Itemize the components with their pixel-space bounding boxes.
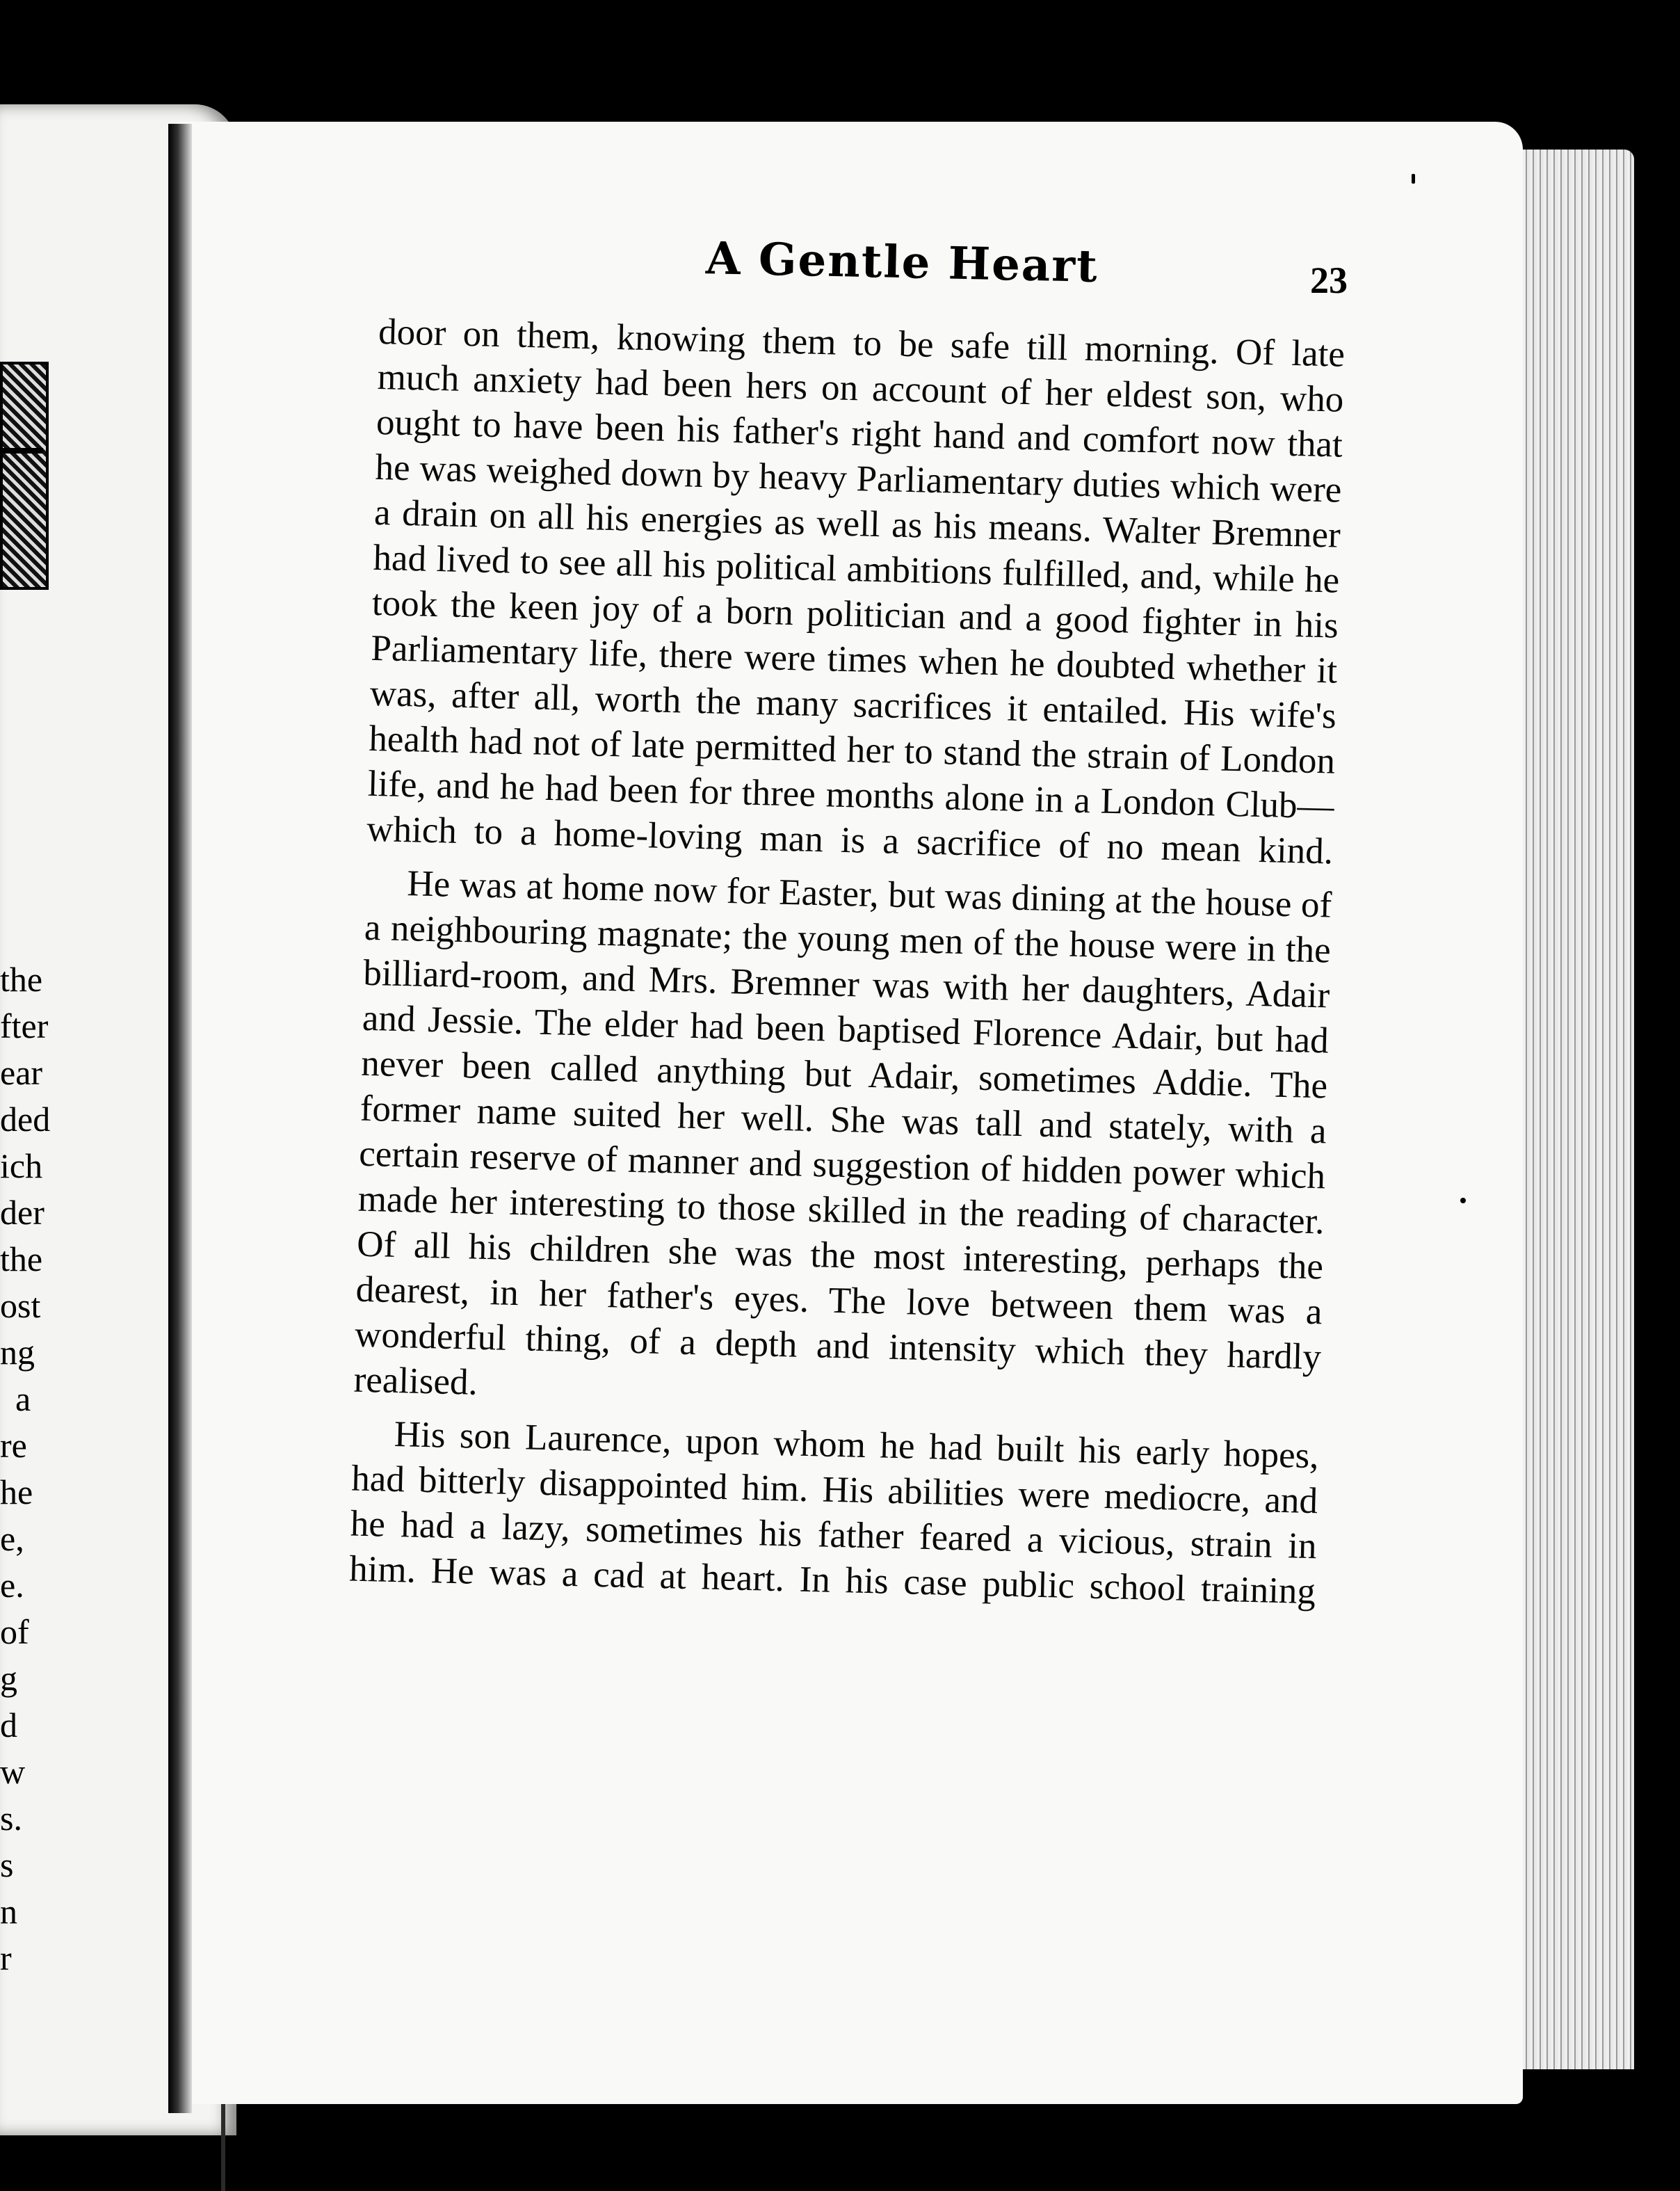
left-fragment: the <box>0 1239 43 1278</box>
left-fragment: g <box>0 1659 17 1698</box>
left-fragment: ear <box>0 1053 43 1092</box>
left-fragment: e. <box>0 1566 24 1605</box>
left-fragment: he <box>0 1472 33 1511</box>
paragraph: door on them, knowing them to be safe till morning. Of late much anxiety had been hers on account of her eldest son, who ought to have been his father's right hand and comfort now that he was weighed down by heavy Parliamentary duties which were a drain on all his energies as well as his means. Walter Bremner had lived to see all his political ambitions fulfilled, and, while he took the keen joy of a born politician and a good fighter in his Parliamentary life, there were times when he doubted whether it was, after all, worth the many sacrifices it entailed. His wife's health had not of late permitted her to stand the strain of London life, and he had been for three months alone in a London Club—which to a home-loving man is a sacrifice of no mean kind. <box>366 311 1346 872</box>
left-fragment: ost <box>0 1286 41 1325</box>
left-fragment: a <box>15 1379 31 1418</box>
left-fragment: w <box>0 1752 26 1791</box>
running-head: A Gentle Heart <box>705 232 1099 293</box>
scan-speck <box>1460 1198 1466 1203</box>
page-number: 23 <box>1310 259 1348 301</box>
paragraph: He was at home now for Easter, but was dining at the house of a neighbouring magnate; the young men of the house were in the billiard-room, and Mrs. Bremner was with her daughters, Adair and Jessie. The elder had been baptised Florence Adair, but had never been called anything but Adair, sometimes Addie. The former name suited her well. She was tall and stately, with a certain reserve of manner and suggestion of hidden power which made her interesting to those skilled in the reading of character. Of all his children she was the most interesting, perhaps the dearest, in her father's eyes. The love between them was a wonderful thing, of a depth and intensity which they hardly realised. <box>353 863 1332 1403</box>
book-gutter <box>168 124 192 2113</box>
left-fragment: s <box>0 1845 14 1884</box>
scan-speck <box>1412 174 1415 184</box>
left-fragment: fter <box>0 1006 49 1045</box>
left-fragment: d <box>0 1706 17 1744</box>
left-fragment: ded <box>0 1100 51 1139</box>
left-fragment: ng <box>0 1333 35 1372</box>
left-page-ornament <box>0 362 49 590</box>
left-fragment: re <box>0 1426 27 1465</box>
paragraph: His son Laurence, upon whom he had built his early hopes, had bitterly disappointed him. His abilities were mediocre, and he had a lazy, sometimes his father feared a vicious, strain in him. He was a cad at heart. In his case public school training <box>348 1413 1320 1612</box>
left-fragment: der <box>0 1193 45 1232</box>
left-fragment: s. <box>0 1799 22 1838</box>
left-fragment: e, <box>0 1519 24 1558</box>
body-text <box>349 310 1346 1614</box>
left-fragment: r <box>0 1939 12 1977</box>
left-fragment: n <box>0 1892 17 1931</box>
left-page-text-fragments <box>0 956 63 1982</box>
left-fragment: of <box>0 1612 29 1651</box>
left-fragment: ich <box>0 1146 43 1185</box>
left-fragment: the <box>0 960 43 999</box>
